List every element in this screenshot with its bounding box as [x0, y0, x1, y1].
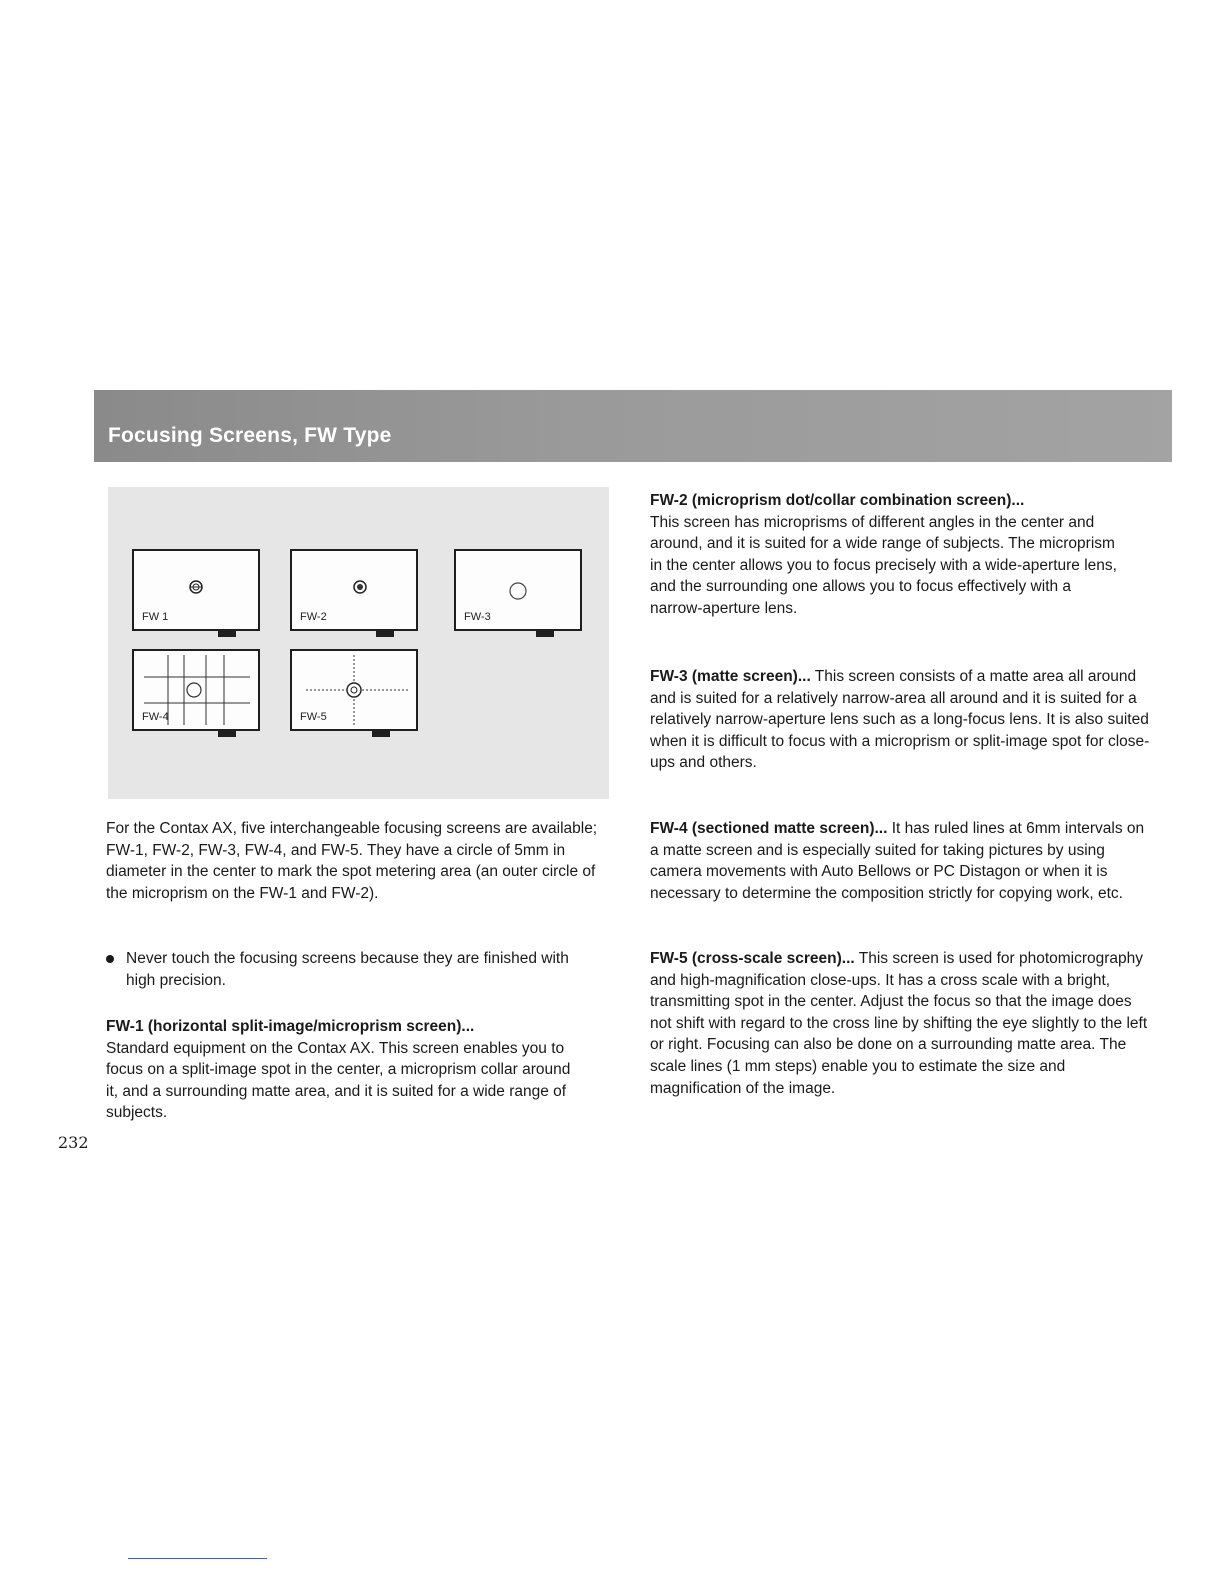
warning-bullet — [106, 948, 606, 991]
screen-label: FW 1 — [142, 611, 169, 623]
intro-paragraph: For the Contax AX, five interchangeable focusing screens are available; FW-1, FW-2, FW-3, FW-4, and FW-5. They have a circle of 5mm in diameter in the center to mark the spot metering area (an outer circle of the microprism on the FW-1 and FW-2). — [106, 820, 598, 902]
fw3-paragraph — [650, 666, 1150, 774]
fw3-body: This screen consists of a matte area all around and is suited for a relatively narrow-area all around and it is suited for a relatively narrow-aperture lens such as a long-focus lens. It is also suited when it is difficult to focus with a microprism or split-image spot for close-ups and others. — [650, 668, 1150, 772]
screen-label: FW-2 — [300, 611, 327, 623]
screen-label: FW-4 — [142, 711, 169, 723]
screen-label: FW-3 — [464, 611, 491, 623]
fw1-body: Standard equipment on the Contax AX. This screen enables you to focus on a split-image spot in the center, a microprism collar around it, and a surrounding matte area, and it is suited for a wide range of subjects. — [106, 1039, 571, 1122]
bullet-dot-icon — [106, 955, 114, 963]
screen-fw1 — [132, 549, 260, 631]
fw4-body: It has ruled lines at 6mm intervals on a matte screen and is especially suited for taking pictures by using camera movements with Auto Bellows or PC Distagon or when it is necessary to determine the composition strictly for copying work, etc. — [650, 820, 1145, 902]
fw3-section — [650, 666, 1150, 774]
fw4-paragraph — [650, 818, 1155, 904]
fw5-section — [650, 948, 1155, 1099]
screen-fw3 — [454, 549, 582, 631]
screen-tab — [536, 630, 554, 637]
page-number: 232 — [58, 1133, 89, 1152]
footer-divider — [128, 1558, 267, 1559]
screen-tab — [218, 630, 236, 637]
fw5-paragraph — [650, 948, 1155, 1099]
fw2-body: This screen has microprisms of different angles in the center and around, and it is suited for a wide range of subjects. The microprism in the center allows you to focus precisely with a wide-aperture lens, and the surrounding one allows you to focus effectively with a narrow-aperture lens. — [650, 513, 1117, 617]
focusing-screens-illustration — [108, 487, 609, 799]
fw3-heading: FW-3 (matte screen)... — [650, 668, 811, 685]
screen-tab — [218, 730, 236, 737]
fw4-heading: FW-4 (sectioned matte screen)... — [650, 820, 888, 837]
screen-tab — [372, 730, 390, 737]
section-banner — [94, 390, 1172, 462]
fw4-section — [650, 818, 1155, 904]
screen-tab — [376, 630, 394, 637]
fw2-section — [650, 490, 1160, 620]
screen-fw2 — [290, 549, 418, 631]
fw1-section — [106, 1016, 586, 1124]
screen-fw5 — [290, 649, 418, 731]
warning-text: Never touch the focusing screens because they are finished with high precision. — [126, 950, 569, 989]
screen-label: FW-5 — [300, 711, 327, 723]
screen-fw4 — [132, 649, 260, 731]
fw5-heading: FW-5 (cross-scale screen)... — [650, 950, 855, 967]
fw5-body: This screen is used for photomicrography and high-magnification close-ups. It has a cross scale with a bright, transmitting spot in the center. Adjust the focus so that the image does not shift with regard to the cross line by shifting the eye slightly to the left or right. Focusing can also be done on a surrounding matte area. The scale lines (1 mm steps) enable you to estimate the size and magnification of the image. — [650, 950, 1148, 1097]
section-title: Focusing Screens, FW Type — [108, 424, 392, 447]
fw1-heading: FW-1 (horizontal split-image/microprism screen)... — [106, 1018, 475, 1035]
fw2-heading: FW-2 (microprism dot/collar combination screen)... — [650, 492, 1025, 509]
